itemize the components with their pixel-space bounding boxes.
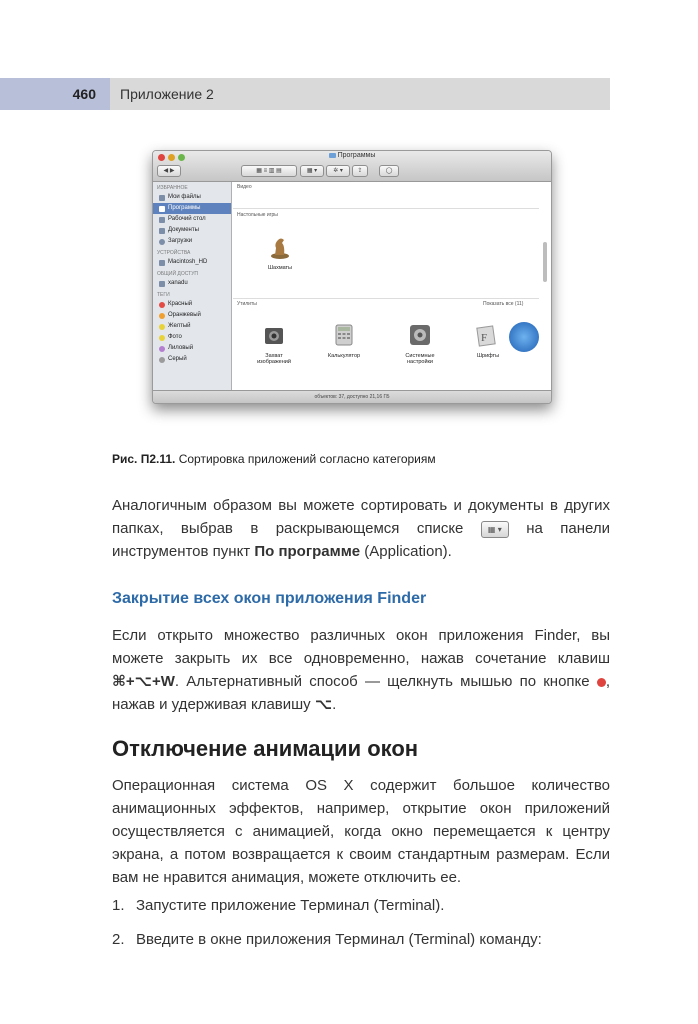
section-heading-disable-animation: Отключение анимации окон [112, 736, 419, 761]
sidebar-item-my-files[interactable]: Мои файлы [153, 192, 231, 203]
app-calculator[interactable]: Калькулятор [319, 322, 369, 359]
arrange-button[interactable]: ▦ ▾ [300, 165, 324, 177]
paragraph-1: Аналогичным образом вы можете сортировать и документы в других папках, выбрав в раскрывающемся списке ▦ ▾ на панели инструментов пункт По программе (Application). [112, 497, 611, 560]
camera-icon [261, 322, 287, 348]
close-button-icon [597, 678, 606, 687]
font-book-icon [475, 322, 501, 348]
option-key: ⌥ [314, 696, 333, 713]
scrollbar[interactable] [543, 242, 547, 282]
show-all-link[interactable]: Показать все (11) [483, 301, 524, 307]
section-games: Настольные игры [237, 212, 278, 218]
documents-icon [159, 228, 165, 234]
sidebar-item-applications[interactable]: Программы [153, 203, 231, 214]
sidebar-tag-red[interactable]: Красный [153, 299, 231, 310]
sidebar-header-favorites: ИЗБРАННОЕ [157, 185, 188, 191]
list-item: 1. Запустите приложение Терминал (Terminal). [112, 897, 445, 914]
tag-dot-icon [159, 313, 165, 319]
app-system-preferences[interactable]: Системные настройки [395, 322, 445, 365]
app-image-capture[interactable]: Захват изображений [249, 322, 299, 365]
finder-titlebar [153, 151, 551, 182]
sidebar-tag-purple[interactable]: Лиловый [153, 343, 231, 354]
sidebar-tag-yellow[interactable]: Желтый [153, 321, 231, 332]
view-buttons[interactable]: ▦ ≡ ▥ ▤ [241, 165, 297, 177]
tag-dot-icon [159, 357, 165, 363]
downloads-icon [159, 239, 165, 245]
section-video: Видео [237, 184, 252, 190]
section-heading-close-windows: Закрытие всех окон приложения Finder [112, 590, 427, 607]
folder-icon [329, 153, 336, 158]
chess-icon [267, 234, 293, 260]
arrange-menu-icon: ▦ ▾ [481, 521, 509, 538]
chapter-title: Приложение 2 [120, 86, 214, 102]
divider [233, 298, 539, 299]
tag-button[interactable]: ◯ [379, 165, 399, 177]
tag-dot-icon [159, 324, 165, 330]
status-bar: объектов: 37, доступно 21,16 ГБ [153, 390, 551, 404]
app-fonts[interactable]: F Шрифты [463, 322, 513, 359]
svg-text:F: F [481, 332, 488, 344]
sidebar-header-devices: УСТРОЙСТВА [157, 250, 191, 256]
share-button[interactable]: ⇪ [352, 165, 368, 177]
list-item: 2. Введите в окне приложения Терминал (Terminal) команду: [112, 931, 542, 948]
sidebar-item-desktop[interactable]: Рабочий стол [153, 214, 231, 225]
back-forward-button[interactable]: ◀ ▶ [157, 165, 181, 177]
sidebar-header-tags: ТЕГИ [157, 292, 170, 298]
divider [233, 208, 539, 209]
applications-icon [159, 206, 165, 212]
sidebar-tag-gray[interactable]: Серый [153, 354, 231, 365]
paragraph-3: Операционная система OS X содержит большое количество анимационных эффектов, например, открытие окон приложений осуществляется с анимацией, когда окно перемещается к центру экрана, а потом возвращается к своим стандартным размерам. Если вам не нравится анимация, можете отключить ее. [112, 777, 610, 886]
sidebar-tag-orange[interactable]: Оранжевый [153, 310, 231, 321]
sidebar-item-xanadu[interactable]: xanadu [153, 278, 231, 289]
finder-content [233, 182, 549, 390]
files-icon [159, 195, 165, 201]
sidebar-header-shared: ОБЩИЙ ДОСТУП [157, 271, 198, 277]
sidebar-item-documents[interactable]: Документы [153, 225, 231, 236]
section-utilities: Утилиты [237, 301, 257, 307]
tag-dot-icon [159, 346, 165, 352]
app-store-icon[interactable] [509, 322, 539, 352]
running-header [0, 78, 610, 110]
sidebar-item-macintosh-hd[interactable]: Macintosh_HD [153, 257, 231, 268]
window-title: Программы [153, 152, 551, 159]
calculator-icon [331, 322, 357, 348]
sidebar-item-downloads[interactable]: Загрузки [153, 236, 231, 247]
tag-dot-icon [159, 302, 165, 308]
app-chess[interactable]: Шахматы [255, 234, 305, 271]
figure-caption: Рис. П2.11. Сортировка приложений согласно категориям [112, 452, 436, 466]
finder-sidebar [153, 182, 232, 390]
page-number: 460 [0, 78, 110, 110]
gear-icon [407, 322, 433, 348]
desktop-icon [159, 217, 165, 223]
shortcut-keys: ⌘+⌥+W [112, 673, 175, 690]
computer-icon [159, 281, 165, 287]
sidebar-tag-photo[interactable]: Фото [153, 332, 231, 343]
tag-dot-icon [159, 335, 165, 341]
disk-icon [159, 260, 165, 266]
finder-window [152, 150, 552, 404]
paragraph-2: Если открыто множество различных окон приложения Finder, вы можете закрыть их все одновременно, нажав сочетание клавиш ⌘+⌥+W. Альтернативный способ — щелкнуть мышью по кнопке , нажав и удерживая клавишу ⌥. [112, 627, 610, 713]
action-button[interactable]: ✲ ▾ [326, 165, 350, 177]
